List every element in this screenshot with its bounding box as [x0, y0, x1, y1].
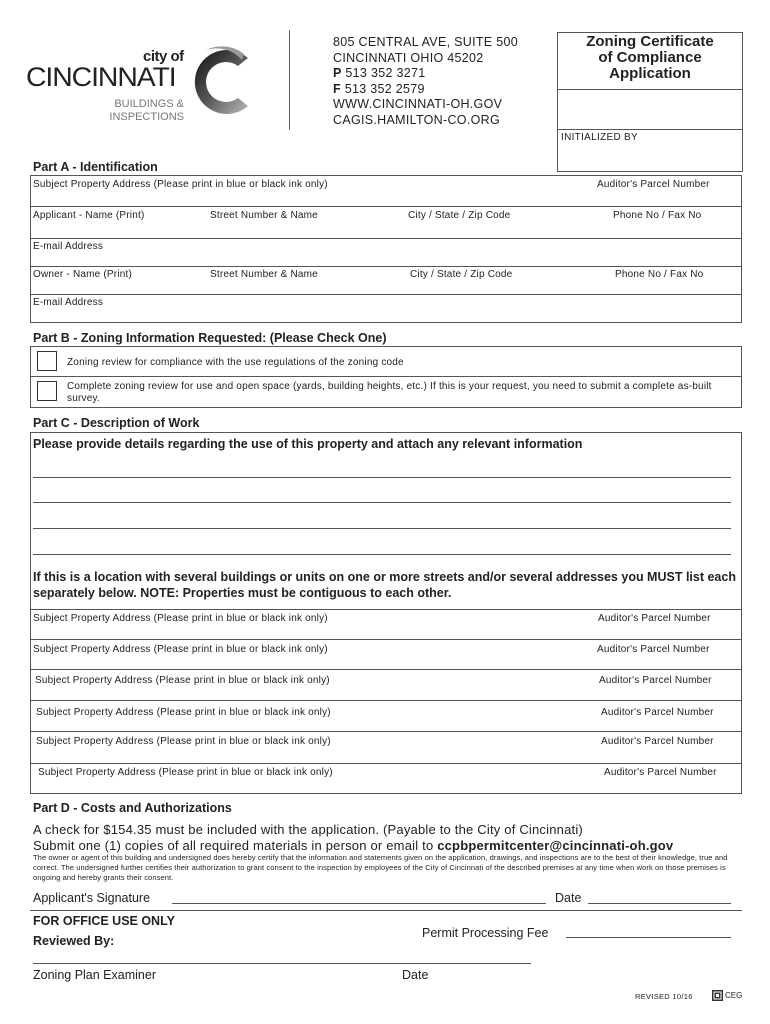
logo-dept-line2: INSPECTIONS	[109, 111, 184, 123]
owner-email-field[interactable]: E-mail Address	[33, 297, 104, 308]
owner-city-field[interactable]: City / State / Zip Code	[410, 269, 513, 280]
form-title-line3: Application	[609, 65, 691, 82]
extra-address-field-4[interactable]: Subject Property Address (Please print in blue or black ink only)	[36, 707, 331, 718]
office-use-divider	[30, 910, 742, 911]
extra-parcel-field-2[interactable]: Auditor's Parcel Number	[597, 644, 710, 655]
fax-number: 513 352 2579	[344, 81, 425, 96]
extra-address-field-3[interactable]: Subject Property Address (Please print in blue or black ink only)	[35, 675, 330, 686]
phone-label: P	[333, 66, 342, 80]
applicant-name-field[interactable]: Applicant - Name (Print)	[33, 210, 145, 221]
check-requirement: A check for $154.35 must be included with the application. (Payable to the City of Cincinnati)	[33, 822, 583, 837]
signature-date-line[interactable]	[588, 903, 731, 904]
zoning-use-option-label: Zoning review for compliance with the use regulations of the zoning code	[67, 357, 404, 368]
contact-info	[333, 35, 518, 128]
description-line-4[interactable]	[33, 554, 731, 555]
description-line-2[interactable]	[33, 502, 731, 503]
logo-cincinnati: CINCINNATI	[26, 62, 176, 92]
applicant-signature-line[interactable]	[172, 903, 546, 904]
logo-department	[92, 98, 184, 124]
phone-number: 513 352 3271	[345, 66, 426, 80]
logo-city-of: city of	[143, 48, 184, 65]
certification-text: The owner or agent of this building and undersigned does hereby certify that the information and statements given on the application, drawings, and inspections are to the best of their knowledge, true and correct. The undersigned further certifies their authorization to grant consent to the inspection by employees of the City of Cincinnati of the described premises at any time when work on those premises is ongoing and hereby grants their consent.	[33, 853, 728, 882]
description-line-3[interactable]	[33, 528, 731, 529]
logo-dept-line1: BUILDINGS &	[114, 98, 184, 110]
zoning-use-checkbox[interactable]	[37, 351, 57, 371]
description-line-1[interactable]	[33, 477, 731, 478]
reviewed-by-label: Reviewed By:	[33, 934, 115, 948]
address-line1: 805 CENTRAL AVE, SUITE 500	[333, 35, 518, 49]
part-b-title: Part B - Zoning Information Requested: (Please Check One)	[33, 331, 387, 345]
submit-requirement	[33, 838, 673, 853]
multi-address-note: If this is a location with several buildings or units on one or more streets and/or several addresses you MUST list each separately below. NOTE: Properties must be contiguous to each other.	[33, 570, 736, 600]
description-instructions: Please provide details regarding the use of this property and attach any relevant information	[33, 437, 583, 451]
form-title	[558, 34, 742, 82]
applicant-city-field[interactable]: City / State / Zip Code	[408, 210, 511, 221]
applicant-phone-field[interactable]: Phone No / Fax No	[613, 210, 702, 221]
header-divider	[289, 30, 290, 130]
applicant-signature-label: Applicant's Signature	[33, 891, 151, 905]
extra-parcel-field-5[interactable]: Auditor's Parcel Number	[601, 736, 714, 747]
subject-address-field[interactable]: Subject Property Address (Please print in blue or black ink only)	[33, 179, 328, 190]
initialized-by-label: INITIALIZED BY	[561, 132, 638, 143]
applicant-email-field[interactable]: E-mail Address	[33, 241, 104, 252]
extra-parcel-field-6[interactable]: Auditor's Parcel Number	[604, 767, 717, 778]
owner-name-field[interactable]: Owner - Name (Print)	[33, 269, 133, 280]
part-a-table	[30, 175, 742, 323]
parcel-number-field[interactable]: Auditor's Parcel Number	[597, 179, 710, 190]
complete-review-checkbox[interactable]	[37, 381, 57, 401]
extra-parcel-field-3[interactable]: Auditor's Parcel Number	[599, 675, 712, 686]
fax-label: F	[333, 81, 341, 96]
website-link[interactable]: WWW.CINCINNATI-OH.GOV	[333, 97, 503, 111]
form-title-line2: of Compliance	[598, 49, 702, 66]
submit-text: Submit one (1) copies of all required materials in person or email to	[33, 838, 438, 853]
owner-street-field[interactable]: Street Number & Name	[210, 269, 318, 280]
complete-review-option-label: Complete zoning review for use and open space (yards, building heights, etc.) If this is your request, you need to submit a complete as-built survey.	[67, 381, 712, 404]
part-d-title: Part D - Costs and Authorizations	[33, 801, 232, 815]
form-title-line1: Zoning Certificate	[586, 33, 714, 50]
revised-date: REVISED 10/16	[635, 992, 693, 1001]
address-line2: CINCINNATI OHIO 45202	[333, 50, 484, 65]
examiner-date-label: Date	[402, 968, 429, 982]
fax-line	[333, 82, 518, 98]
extra-address-field-2[interactable]: Subject Property Address (Please print in blue or black ink only)	[33, 644, 328, 655]
form-title-box	[557, 32, 743, 172]
c-logo-icon	[186, 42, 258, 122]
owner-phone-field[interactable]: Phone No / Fax No	[615, 269, 704, 280]
title-box-divider-2	[558, 129, 742, 130]
examiner-label: Zoning Plan Examiner	[33, 968, 156, 982]
examiner-signature-line[interactable]	[33, 963, 531, 964]
part-c-title: Part C - Description of Work	[33, 416, 200, 430]
extra-address-field-6[interactable]: Subject Property Address (Please print in blue or black ink only)	[38, 767, 333, 778]
part-a-title: Part A - Identification	[33, 160, 158, 174]
signature-date-label: Date	[555, 891, 582, 905]
extra-parcel-field-4[interactable]: Auditor's Parcel Number	[601, 707, 714, 718]
permit-fee-line[interactable]	[566, 937, 731, 938]
cagis-link[interactable]: CAGIS.HAMILTON-CO.ORG	[333, 112, 500, 127]
office-use-heading: FOR OFFICE USE ONLY	[33, 914, 175, 928]
extra-address-field-5[interactable]: Subject Property Address (Please print in blue or black ink only)	[36, 736, 331, 747]
applicant-street-field[interactable]: Street Number & Name	[210, 210, 318, 221]
ceg-icon	[712, 990, 723, 1001]
extra-address-field-1[interactable]: Subject Property Address (Please print in blue or black ink only)	[33, 613, 328, 624]
extra-parcel-field-1[interactable]: Auditor's Parcel Number	[598, 613, 711, 624]
city-logo	[26, 40, 266, 130]
permit-fee-label: Permit Processing Fee	[422, 926, 549, 940]
ceg-label: CEG	[725, 991, 743, 1000]
phone-line	[333, 66, 518, 82]
permit-center-email[interactable]: ccpbpermitcenter@cincinnati-oh.gov	[437, 838, 674, 853]
title-box-divider	[558, 89, 742, 90]
